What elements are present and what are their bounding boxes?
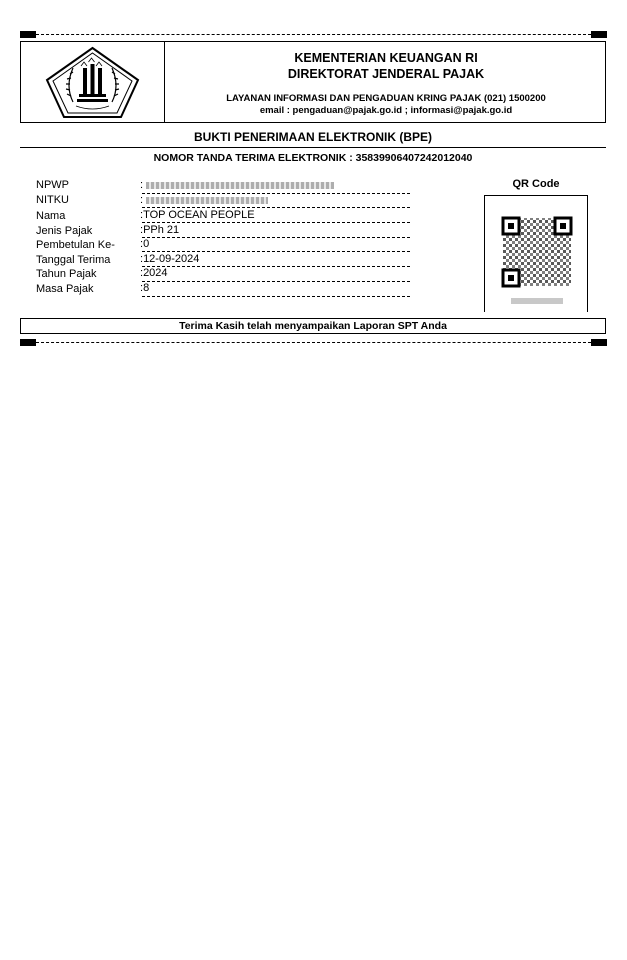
field-label-nama: Nama xyxy=(36,210,66,222)
qr-box xyxy=(484,195,588,312)
field-value-npwp: : xyxy=(140,179,144,191)
redacted-nitku xyxy=(146,197,268,204)
header-box xyxy=(20,41,606,123)
service-info xyxy=(165,93,607,117)
field-label-tanggal-terima: Tanggal Terima xyxy=(36,254,111,266)
bottom-separator xyxy=(20,339,607,346)
field-label-nitku: NITKU xyxy=(36,194,69,206)
field-value-nitku: : xyxy=(140,194,144,206)
logo-cell xyxy=(21,42,165,122)
field-value-tanggal-terima: :12-09-2024 xyxy=(140,253,200,265)
qr-code-icon xyxy=(485,196,589,313)
djp-pentagon-emblem-icon xyxy=(21,42,164,122)
field-value-nama: :TOP OCEAN PEOPLE xyxy=(140,209,255,221)
document-title: BUKTI PENERIMAAN ELEKTRONIK (BPE) xyxy=(193,130,432,144)
top-separator xyxy=(20,31,607,38)
title-divider xyxy=(20,147,606,148)
field-value-jenis-pajak: :PPh 21 xyxy=(140,224,180,236)
directorate-name: DIREKTORAT JENDERAL PAJAK xyxy=(287,67,485,81)
receipt-number: NOMOR TANDA TERIMA ELEKTRONIK : 35839906407242012040 xyxy=(153,152,473,164)
field-value-pembetulan: :0 xyxy=(140,238,150,250)
field-label-tahun-pajak: Tahun Pajak xyxy=(36,268,97,280)
ministry-heading xyxy=(165,50,607,82)
field-label-masa-pajak: Masa Pajak xyxy=(36,283,94,295)
email-line: email : pengaduan@pajak.go.id ; informasi@pajak.go.id xyxy=(259,105,513,116)
field-label-jenis-pajak: Jenis Pajak xyxy=(36,225,93,237)
kring-pajak-line: LAYANAN INFORMASI DAN PENGADUAN KRING PAJAK (021) 1500200 xyxy=(226,93,546,104)
field-label-pembetulan: Pembetulan Ke- xyxy=(36,239,115,251)
field-label-npwp: NPWP xyxy=(36,179,69,191)
redacted-npwp xyxy=(146,182,334,189)
ministry-name: KEMENTERIAN KEUANGAN RI xyxy=(294,51,478,65)
field-value-masa-pajak: :8 xyxy=(140,282,150,294)
field-value-tahun-pajak: :2024 xyxy=(140,267,168,279)
qr-title: QR Code xyxy=(512,178,560,190)
footer-thank-you: Terima Kasih telah menyampaikan Laporan SPT Anda xyxy=(20,318,606,334)
